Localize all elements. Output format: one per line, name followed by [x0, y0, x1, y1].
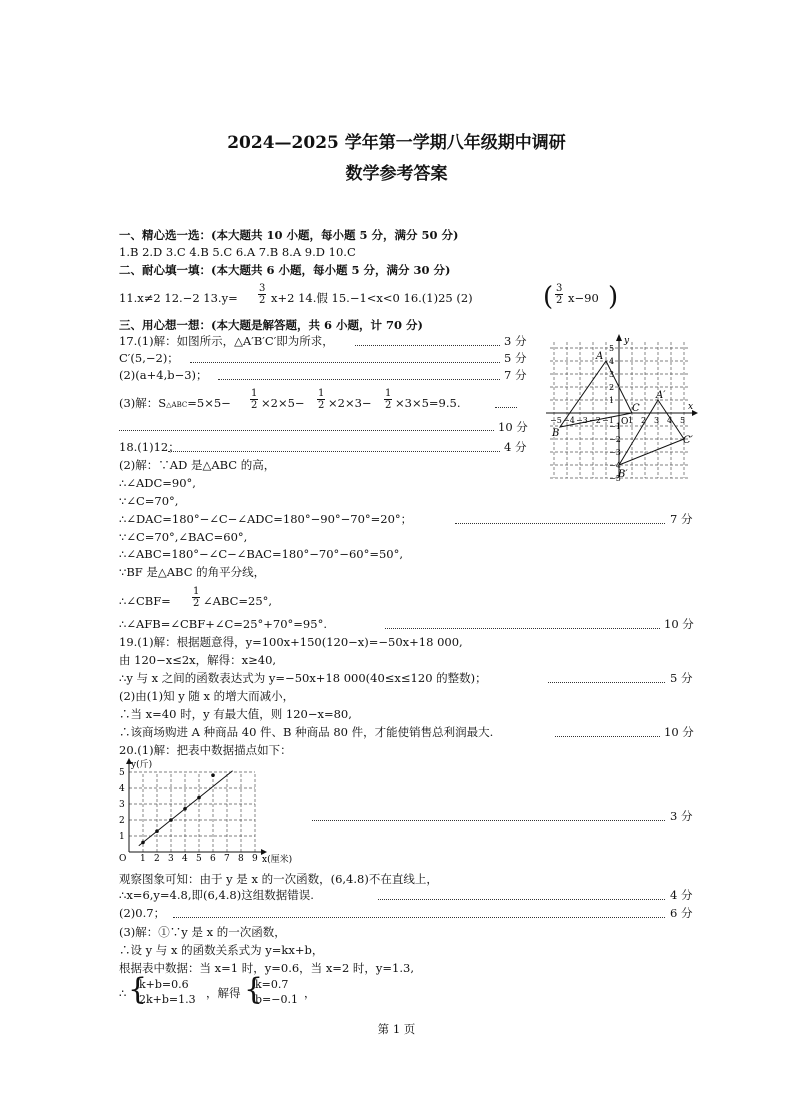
y-axis-label: y(斤) — [131, 760, 153, 770]
q20-line8b: ，解得 — [206, 986, 241, 1000]
q20-line3: ∴x=6,y=4.8,即(6,4.8)这组数据错误. — [119, 888, 314, 902]
q18-score1: 4 分 — [504, 440, 527, 454]
q17-l4d: ×2×3− — [328, 396, 372, 410]
section3-header: 三、用心想一想：(本大题是解答题，共 6 小题，计 70 分) — [119, 318, 423, 332]
leader-dots — [168, 451, 500, 452]
data-point — [141, 841, 145, 845]
scatter-line-chart — [113, 756, 308, 868]
q18-line2: (2)解：∵AD 是△ABC 的高， — [119, 458, 276, 472]
frac-denominator: 2 — [251, 400, 258, 411]
q20-line5: (3)解：①∵y 是 x 的一次函数， — [119, 925, 286, 939]
q18-score5: 7 分 — [670, 512, 693, 526]
x-tick-label: 3 — [168, 854, 174, 864]
q17-l4b: =5×5− — [187, 396, 231, 410]
leader-dots — [555, 736, 660, 737]
x-tick-label: −4 — [563, 416, 575, 425]
y-tick-label: −1 — [609, 422, 621, 431]
q17-half-2 — [317, 388, 325, 411]
frac-denominator: 2 — [385, 400, 392, 411]
leader-dots — [173, 917, 665, 918]
section1-header: 一、精心选一选：(本大题共 10 小题，每小题 5 分，满分 50 分) — [119, 228, 459, 242]
leader-dots — [218, 379, 500, 380]
sec2-after1: x+2 14.假 15.−1<x<0 16.(1)25 (2) — [271, 291, 473, 305]
x-tick-label: 5 — [196, 854, 202, 864]
q19-line5: ∴当 x=40 时，y 有最大值，则 120−x=80, — [119, 707, 352, 721]
origin-label: O — [119, 854, 127, 864]
data-points — [141, 773, 215, 844]
q19-line6: ∴该商场购进 A 种商品 40 件、B 种商品 80 件，才能使销售总利润最大. — [119, 725, 494, 739]
triangle-a2b2c2 — [619, 400, 684, 465]
frac-denominator: 2 — [556, 295, 563, 306]
frac-denominator: 2 — [193, 598, 200, 609]
point-c2-label: C′ — [683, 435, 693, 446]
q20-line1: 20.(1)解：把表中数据描点如下： — [119, 743, 292, 757]
x-tick-label: 2 — [154, 854, 160, 864]
data-point — [169, 818, 173, 822]
q17-line3: (2)(a+4,b−3)； — [119, 368, 208, 382]
section1-answers: 1.B 2.D 3.C 4.B 5.C 6.A 7.B 8.A 9.D 10.C — [119, 245, 356, 259]
x-tick-label: 4 — [182, 854, 188, 864]
leader-dots — [190, 362, 500, 363]
y-tick-label: 5 — [119, 768, 125, 778]
q18-line3: ∴∠ADC=90°, — [119, 476, 196, 490]
page-footer: 第 1 页 — [377, 1022, 416, 1036]
title-line2: 数学参考答案 — [345, 164, 448, 184]
q18-line10: ∴∠AFB=∠CBF+∠C=25°+70°=95°. — [119, 617, 327, 631]
origin-label: O — [621, 417, 629, 427]
q17-half-1 — [250, 388, 258, 411]
q20-line8a: ∴ — [119, 986, 127, 1000]
title-line1: 2024—2025 学年第一学期八年级期中调研 — [227, 133, 566, 153]
leader-dots — [495, 407, 517, 408]
y-tick-label: −4 — [609, 461, 621, 470]
leader-dots — [548, 682, 665, 683]
coordinate-grid-graph — [538, 333, 698, 483]
x-tick-label: 2 — [641, 416, 647, 425]
leader-dots — [378, 899, 665, 900]
point-c-label: C — [632, 403, 640, 414]
q19-line3: ∴y 与 x 之间的函数表达式为 y=−50x+18 000(40≤x≤120 的整数)； — [119, 671, 487, 685]
system1-eq1: k+b=0.6 — [139, 978, 189, 991]
x-tick-label: 1 — [140, 854, 146, 864]
q17-l4c: ×2×5− — [261, 396, 305, 410]
data-point — [155, 829, 159, 833]
x-tick-label: 4 — [667, 416, 673, 425]
q17-line4 — [119, 396, 231, 412]
data-point — [197, 796, 201, 800]
q18-line7: ∴∠ABC=180°−∠C−∠BAC=180°−70°−60°=50°, — [119, 547, 404, 561]
y-tick-label: 1 — [609, 396, 615, 405]
point-a-label: A — [596, 351, 604, 362]
q17-line2: C′(5,−2)； — [119, 351, 179, 365]
section2-answers — [119, 291, 238, 305]
point-a2-label: A′ — [656, 390, 666, 401]
x-tick-label: 7 — [224, 854, 230, 864]
sec2-frac-2 — [555, 283, 563, 306]
leader-dots — [355, 345, 500, 346]
x-tick-label: −1 — [602, 416, 614, 425]
y-tick-label: 5 — [609, 344, 615, 353]
y-tick-label: 1 — [119, 832, 125, 842]
q19-line2: 由 120−x≤2x，解得：x≥40, — [119, 653, 277, 667]
q17-line1: 17.(1)解：如图所示，△A′B′C′即为所求， — [119, 334, 334, 348]
q20-line4: (2)0.7； — [119, 906, 166, 920]
y-tick-label: −5 — [609, 474, 621, 483]
q18-line4: ∵∠C=70°, — [119, 494, 179, 508]
x-axis-label: x(厘米) — [262, 855, 293, 865]
y-tick-label: 3 — [609, 370, 615, 379]
frac-numerator: 3 — [259, 283, 266, 294]
sec2-a2: x≠2 12.−2 13. — [137, 291, 222, 305]
frac-numerator: 1 — [193, 586, 200, 597]
x-tick-label: 1 — [628, 416, 634, 425]
y-tick-label: 2 — [609, 383, 615, 392]
q17-l4a: (3)解：S — [119, 396, 167, 410]
x-tick-label: −5 — [550, 416, 562, 425]
system2-eq2: b=−0.1 — [255, 993, 298, 1006]
point-b-label: B — [552, 428, 560, 439]
frac-denominator: 2 — [259, 295, 266, 306]
q18-line1: 18.(1)12； — [119, 440, 180, 454]
x-tick-label: 8 — [238, 854, 244, 864]
x-tick-label: 6 — [210, 854, 216, 864]
x-tick-label: 9 — [252, 854, 258, 864]
q18-half — [192, 586, 200, 609]
leader-dots — [312, 820, 665, 821]
q17-l4sub: △ABC — [166, 401, 188, 409]
leader-dots — [119, 430, 494, 431]
q17-l4e: ×3×5=9.5. — [395, 396, 461, 410]
frac-numerator: 1 — [318, 388, 325, 399]
y-tick-label: 4 — [119, 784, 125, 794]
leader-dots — [455, 523, 665, 524]
q17-score2: 5 分 — [504, 351, 527, 365]
right-paren: ) — [608, 282, 619, 312]
frac-numerator: 3 — [556, 283, 563, 294]
q18-line9b: ∠ABC=25°, — [203, 594, 273, 608]
y-tick-label: −2 — [609, 435, 621, 444]
data-point — [211, 773, 215, 777]
q19-line4: (2)由(1)知 y 随 x 的增大而减小， — [119, 689, 295, 703]
x-tick-label: −2 — [589, 416, 601, 425]
q20-line6: ∴设 y 与 x 的函数关系式为 y=kx+b， — [119, 943, 324, 957]
q20-score3: 4 分 — [670, 888, 693, 902]
y-tick-label: 3 — [119, 800, 125, 810]
left-brace: { — [128, 972, 148, 1007]
sec2-after2: x−90 — [568, 291, 599, 305]
left-paren: ( — [543, 282, 554, 312]
data-point — [183, 807, 187, 811]
q19-score6: 10 分 — [664, 725, 694, 739]
y-tick-label: 2 — [119, 816, 125, 826]
q19-score3: 5 分 — [670, 671, 693, 685]
q17-half-3 — [384, 388, 392, 411]
sec2-a: 11. — [119, 291, 138, 305]
tick-labels — [119, 768, 258, 864]
q17-score3: 7 分 — [504, 368, 527, 382]
y-axis-label: y — [624, 336, 630, 346]
x-axis-label: x — [688, 402, 694, 412]
x-tick-label: −3 — [576, 416, 588, 425]
q18-score10: 10 分 — [664, 617, 694, 631]
frac-numerator: 1 — [385, 388, 392, 399]
y-tick-label: −3 — [609, 448, 621, 457]
q17-score4: 10 分 — [498, 420, 528, 434]
x-tick-label: 5 — [680, 416, 686, 425]
system1-eq2: 2k+b=1.3 — [139, 993, 196, 1006]
sec2-frac-1 — [258, 283, 266, 306]
q20-line8c: ， — [304, 986, 316, 1000]
q18-line8: ∵BF 是△ABC 的角平分线， — [119, 565, 266, 579]
grid-lines — [129, 772, 255, 852]
q20-line2: 观察图象可知：由于 y 是 x 的一次函数，(6,4.8)不在直线上， — [119, 872, 438, 886]
leader-dots — [385, 628, 660, 629]
section2-header: 二、耐心填一填：(本大题共 6 小题，每小题 5 分，满分 30 分) — [119, 263, 451, 277]
system2-eq1: k=0.7 — [255, 978, 289, 991]
q17-score1: 3 分 — [504, 334, 527, 348]
point-b2-label: B′ — [618, 469, 628, 480]
x-tick-label: 3 — [654, 416, 660, 425]
left-brace: { — [244, 972, 264, 1007]
y-tick-label: 4 — [609, 357, 615, 366]
frac-denominator: 2 — [318, 400, 325, 411]
q20-score-graph: 3 分 — [670, 809, 693, 823]
q18-line9a: ∴∠CBF= — [119, 594, 171, 608]
q18-line6: ∵∠C=70°,∠BAC=60°, — [119, 530, 248, 544]
q18-line5: ∴∠DAC=180°−∠C−∠ADC=180°−90°−70°=20°； — [119, 512, 413, 526]
sec2-yeq: y= — [221, 291, 238, 305]
q20-score4: 6 分 — [670, 906, 693, 920]
y-axis-arrow — [616, 334, 622, 341]
frac-numerator: 1 — [251, 388, 258, 399]
q19-line1: 19.(1)解：根据题意得，y=100x+150(120−x)=−50x+18 000, — [119, 635, 463, 649]
q20-line7: 根据表中数据：当 x=1 时，y=0.6，当 x=2 时，y=1.3, — [119, 961, 414, 975]
